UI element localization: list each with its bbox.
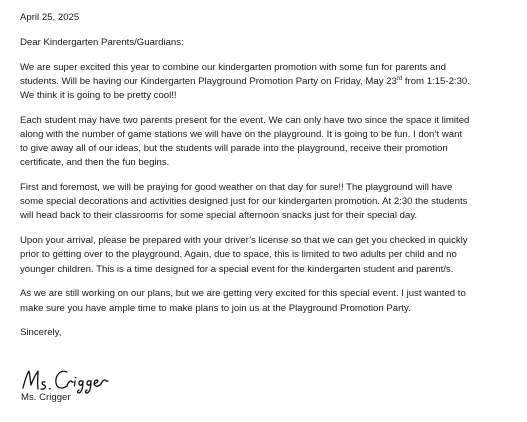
paragraph-line: prior to getting over to the playground. Again, due to space, this is limited to two adults per child and no <box>20 249 457 261</box>
paragraph-1 <box>20 61 516 104</box>
letter-date: April 25, 2025 <box>20 12 80 23</box>
paragraph-line: certificate, and then the fun begins. <box>20 157 170 169</box>
letter-body <box>20 11 516 341</box>
paragraph-2 <box>20 114 516 171</box>
paragraph-line: First and foremost, we will be praying for good weather on that day for sure!! The playground will have <box>20 182 453 194</box>
handwritten-signature <box>20 366 120 394</box>
signer-name: Ms. Crigger <box>21 392 71 403</box>
salutation: Dear Kindergarten Parents/Guardians: <box>20 36 184 48</box>
paragraph-line: younger children. This is a time designed for a special event for the kindergarten student and parent/s. <box>20 263 454 275</box>
text-run: students. Will be having our Kindergarten Playground Promotion Party on Friday, May 23 <box>20 75 397 87</box>
paragraph-line: Upon your arrival, please be prepared with your driver’s license so that we can get you checked in quickly <box>20 235 468 247</box>
ordinal-suffix: rd <box>396 75 403 82</box>
paragraph-line: make sure you have ample time to make plans to join us at the Playground Promotion Party. <box>20 302 411 314</box>
paragraph-line: As we are still working on our plans, but we are getting very excited for this special event. I just wanted to <box>20 288 466 300</box>
paragraph-line: along with the number of game stations we will have on the playground. It is going to be fun. I don’t want <box>20 128 463 140</box>
closing: Sincerely, <box>20 327 62 339</box>
paragraph-line <box>20 75 516 89</box>
paragraph-line: We think it is going to be pretty cool!! <box>20 89 177 101</box>
paragraph-line: will head back to their classrooms for some special afternoon snacks just for their special day. <box>20 210 418 222</box>
paragraph-4 <box>20 234 516 277</box>
paragraph-line: some special decorations and activities designed just for our kindergarten promotion. At 2:30 the students <box>20 196 468 208</box>
paragraph-3 <box>20 181 516 224</box>
paragraph-line: Each student may have two parents present for the event. We can only have two since the space it limited <box>20 114 470 126</box>
paragraph-line: We are super excited this year to combine our kindergarten promotion with some fun for parents and <box>20 61 446 73</box>
paragraph-line: to give away all of our ideas, but the students will parade into the playground, receive their promotion <box>20 143 448 155</box>
paragraph-5 <box>20 287 516 315</box>
text-run: from 1:15-2:30. <box>402 75 470 87</box>
